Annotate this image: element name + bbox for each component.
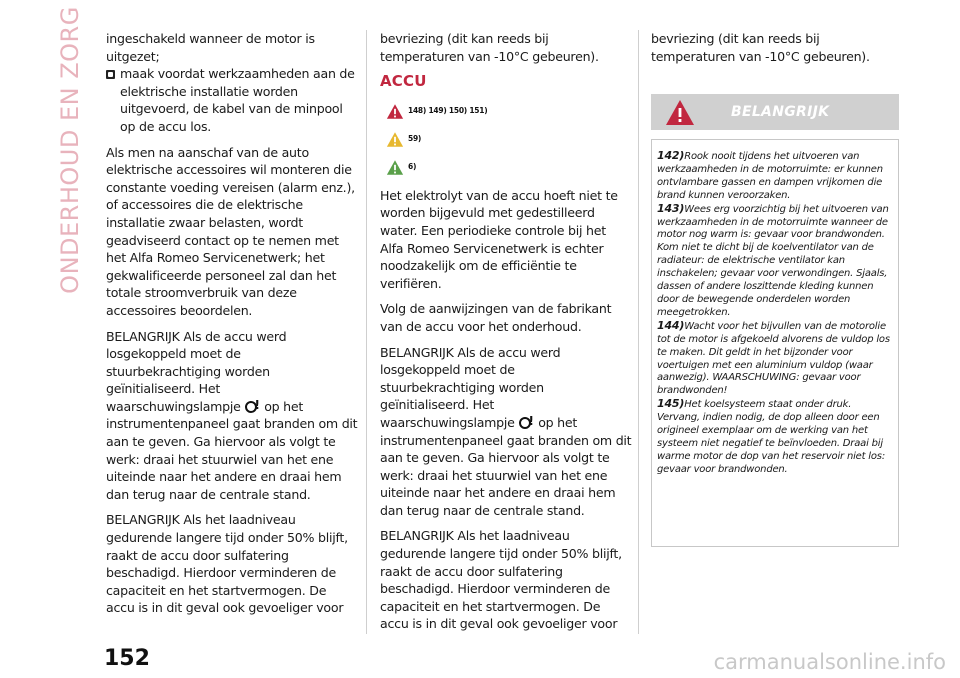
warning-item-145 <box>657 398 894 476</box>
paragraph-freezing-2: bevriezing (dit kan reeds bij temperaturen van -10°C gebeuren). <box>651 31 870 64</box>
warning-box <box>651 139 899 547</box>
danger-triangle-icon <box>665 99 695 126</box>
paragraph-electrolyte: Het elektrolyt van de accu hoeft niet te worden bijgevuld met gedestilleerd water. Een periodieke controle bij het Alfa Romeo Servicenetwerk is echter noodzakelijk om de efficiëntie te verifiëren. <box>380 187 618 291</box>
warning-item-143 <box>657 203 894 320</box>
side-section-title <box>56 6 85 294</box>
steering-warning-lamp-icon <box>245 400 258 412</box>
bullet-text: maak voordat werkzaamheden aan de elektrische installatie worden uitgevoerd, de kabel van de minpool op de accu los. <box>120 66 355 134</box>
section-heading-accu: ACCU <box>380 72 427 91</box>
warning-item-number: 142) <box>657 149 685 162</box>
paragraph-manufacturer: Volg de aanwijzingen van de fabrikant van de accu voor het onderhoud. <box>380 301 612 334</box>
environment-ref-numbers: 6) <box>408 161 417 171</box>
steering-init-text-b: op het instrumentenpaneel gaat branden om dit aan te geven. Ga hiervoor als volgt te werk: draai het stuurwiel van het ene uiteinde naar het andere en draai hem dan terug naar de centrale stand. <box>106 398 358 502</box>
environment-triangle-green-icon <box>386 159 404 176</box>
danger-triangle-red-icon <box>386 103 404 120</box>
caution-ref-row <box>380 127 632 153</box>
steering-init-text-b: op het instrumentenpaneel gaat branden om dit aan te geven. Ga hiervoor als volgt te werk: draai het stuurwiel van het ene uiteinde naar het andere en draai hem dan terug naar de centrale stand. <box>380 414 632 518</box>
caution-triangle-yellow-icon <box>386 131 404 148</box>
column-3 <box>651 30 899 65</box>
warning-ref-numbers: 148) 149) 150) 151) <box>408 105 488 115</box>
page-number: 152 <box>104 646 150 671</box>
warning-item-text: Wacht voor het bijvullen van de motorolie tot de motor is afgekoeld alvorens de vuldop los te maken. Dit geldt in het bijzonder voor voertuigen met een aluminium vuldop (waar aanwezig). WAARSCHUWING: gevaar voor brandwonden! <box>657 320 890 397</box>
watermark: carmanualsonline.info <box>713 650 946 674</box>
warning-item-text: Het koelsysteem staat onder druk. Vervang, indien nodig, de dop alleen door een origineel exemplaar om de werking van het systeem niet negatief te beïnvloeden. Draai bij warme motor de dop van het reservoir niet los: gevaar voor brandwonden. <box>657 399 885 475</box>
column-divider-1 <box>366 30 367 634</box>
column-2 <box>380 30 632 641</box>
warning-ref-row <box>380 99 632 125</box>
caution-ref-numbers: 59) <box>408 133 422 143</box>
warning-item-number: 144) <box>657 318 685 332</box>
paragraph-intro: ingeschakeld wanneer de motor is uitgezet; <box>106 31 315 64</box>
warning-item-text: Rook nooit tijdens het uitvoeren van werkzaamheden in de motorruimte: er kunnen ontvlambare gassen en dampen vrijkomen die brand kunnen veroorzaken. <box>657 151 883 201</box>
warning-item-number: 143) <box>657 201 685 215</box>
warning-item-text: Wees erg voorzichtig bij het uitvoeren van werkzaamheden in de motorruimte wanneer de motor nog warm is: gevaar voor brandwonden. Kom niet te dicht bij de koelventilator van de radiateur: de elektrische ventilator kan inschakelen; gevaar voor verwondingen. Sjaals, dassen of andere loszittende kleding kunnen door de bewegende onderdelen worden meegetrokken. <box>657 203 889 318</box>
steering-warning-lamp-icon <box>519 416 532 428</box>
bullet-item <box>106 65 358 135</box>
column-1 <box>106 30 358 625</box>
warning-item-142 <box>657 150 894 203</box>
paragraph-charge-level-2: BELANGRIJK Als het laadniveau gedurende langere tijd onder 50% blijft, raakt de accu door sulfatering beschadigd. Hierdoor verminderen de capaciteit en het startvermogen. De accu is in dit geval ook gevoeliger voor <box>380 528 622 632</box>
paragraph-accessories: Als men na aanschaf van de auto elektrische accessoires wil monteren die constante voeding vereisen (alarm enz.), of accessoires die de elektrische installatie zwaar belasten, wordt geadviseerd contact op te nemen met het Alfa Romeo Servicenetwerk; het gekwalificeerde personeel zal dan het totale stroomverbruik van deze accessoires beoordelen. <box>106 144 355 318</box>
steering-init-text-a: BELANGRIJK Als de accu werd losgekoppeld moet de stuurbekrachtiging worden geïnitialiseerd. Het waarschuwingslampje <box>380 344 561 430</box>
paragraph-charge-level: BELANGRIJK Als het laadniveau gedurende langere tijd onder 50% blijft, raakt de accu door sulfatering beschadigd. Hierdoor verminderen de capaciteit en het startvermogen. De accu is in dit geval ook gevoeliger voor <box>106 512 348 616</box>
environment-ref-row <box>380 155 632 181</box>
bullet-square-icon <box>106 70 115 79</box>
warning-box-title: BELANGRIJK <box>731 104 830 120</box>
side-section-title-text: ONDERHOUD EN ZORG <box>56 6 85 294</box>
warning-box-header <box>651 94 899 130</box>
warning-item-number: 145) <box>657 397 685 411</box>
paragraph-steering-init <box>106 328 358 504</box>
steering-init-text-a: BELANGRIJK Als de accu werd losgekoppeld moet de stuurbekrachtiging worden geïnitialiseerd. Het waarschuwingslampje <box>106 328 287 414</box>
warning-item-144 <box>657 320 894 398</box>
paragraph-freezing: bevriezing (dit kan reeds bij temperaturen van -10°C gebeuren). <box>380 31 599 64</box>
paragraph-steering-init-2 <box>380 344 632 520</box>
column-divider-2 <box>638 30 639 634</box>
